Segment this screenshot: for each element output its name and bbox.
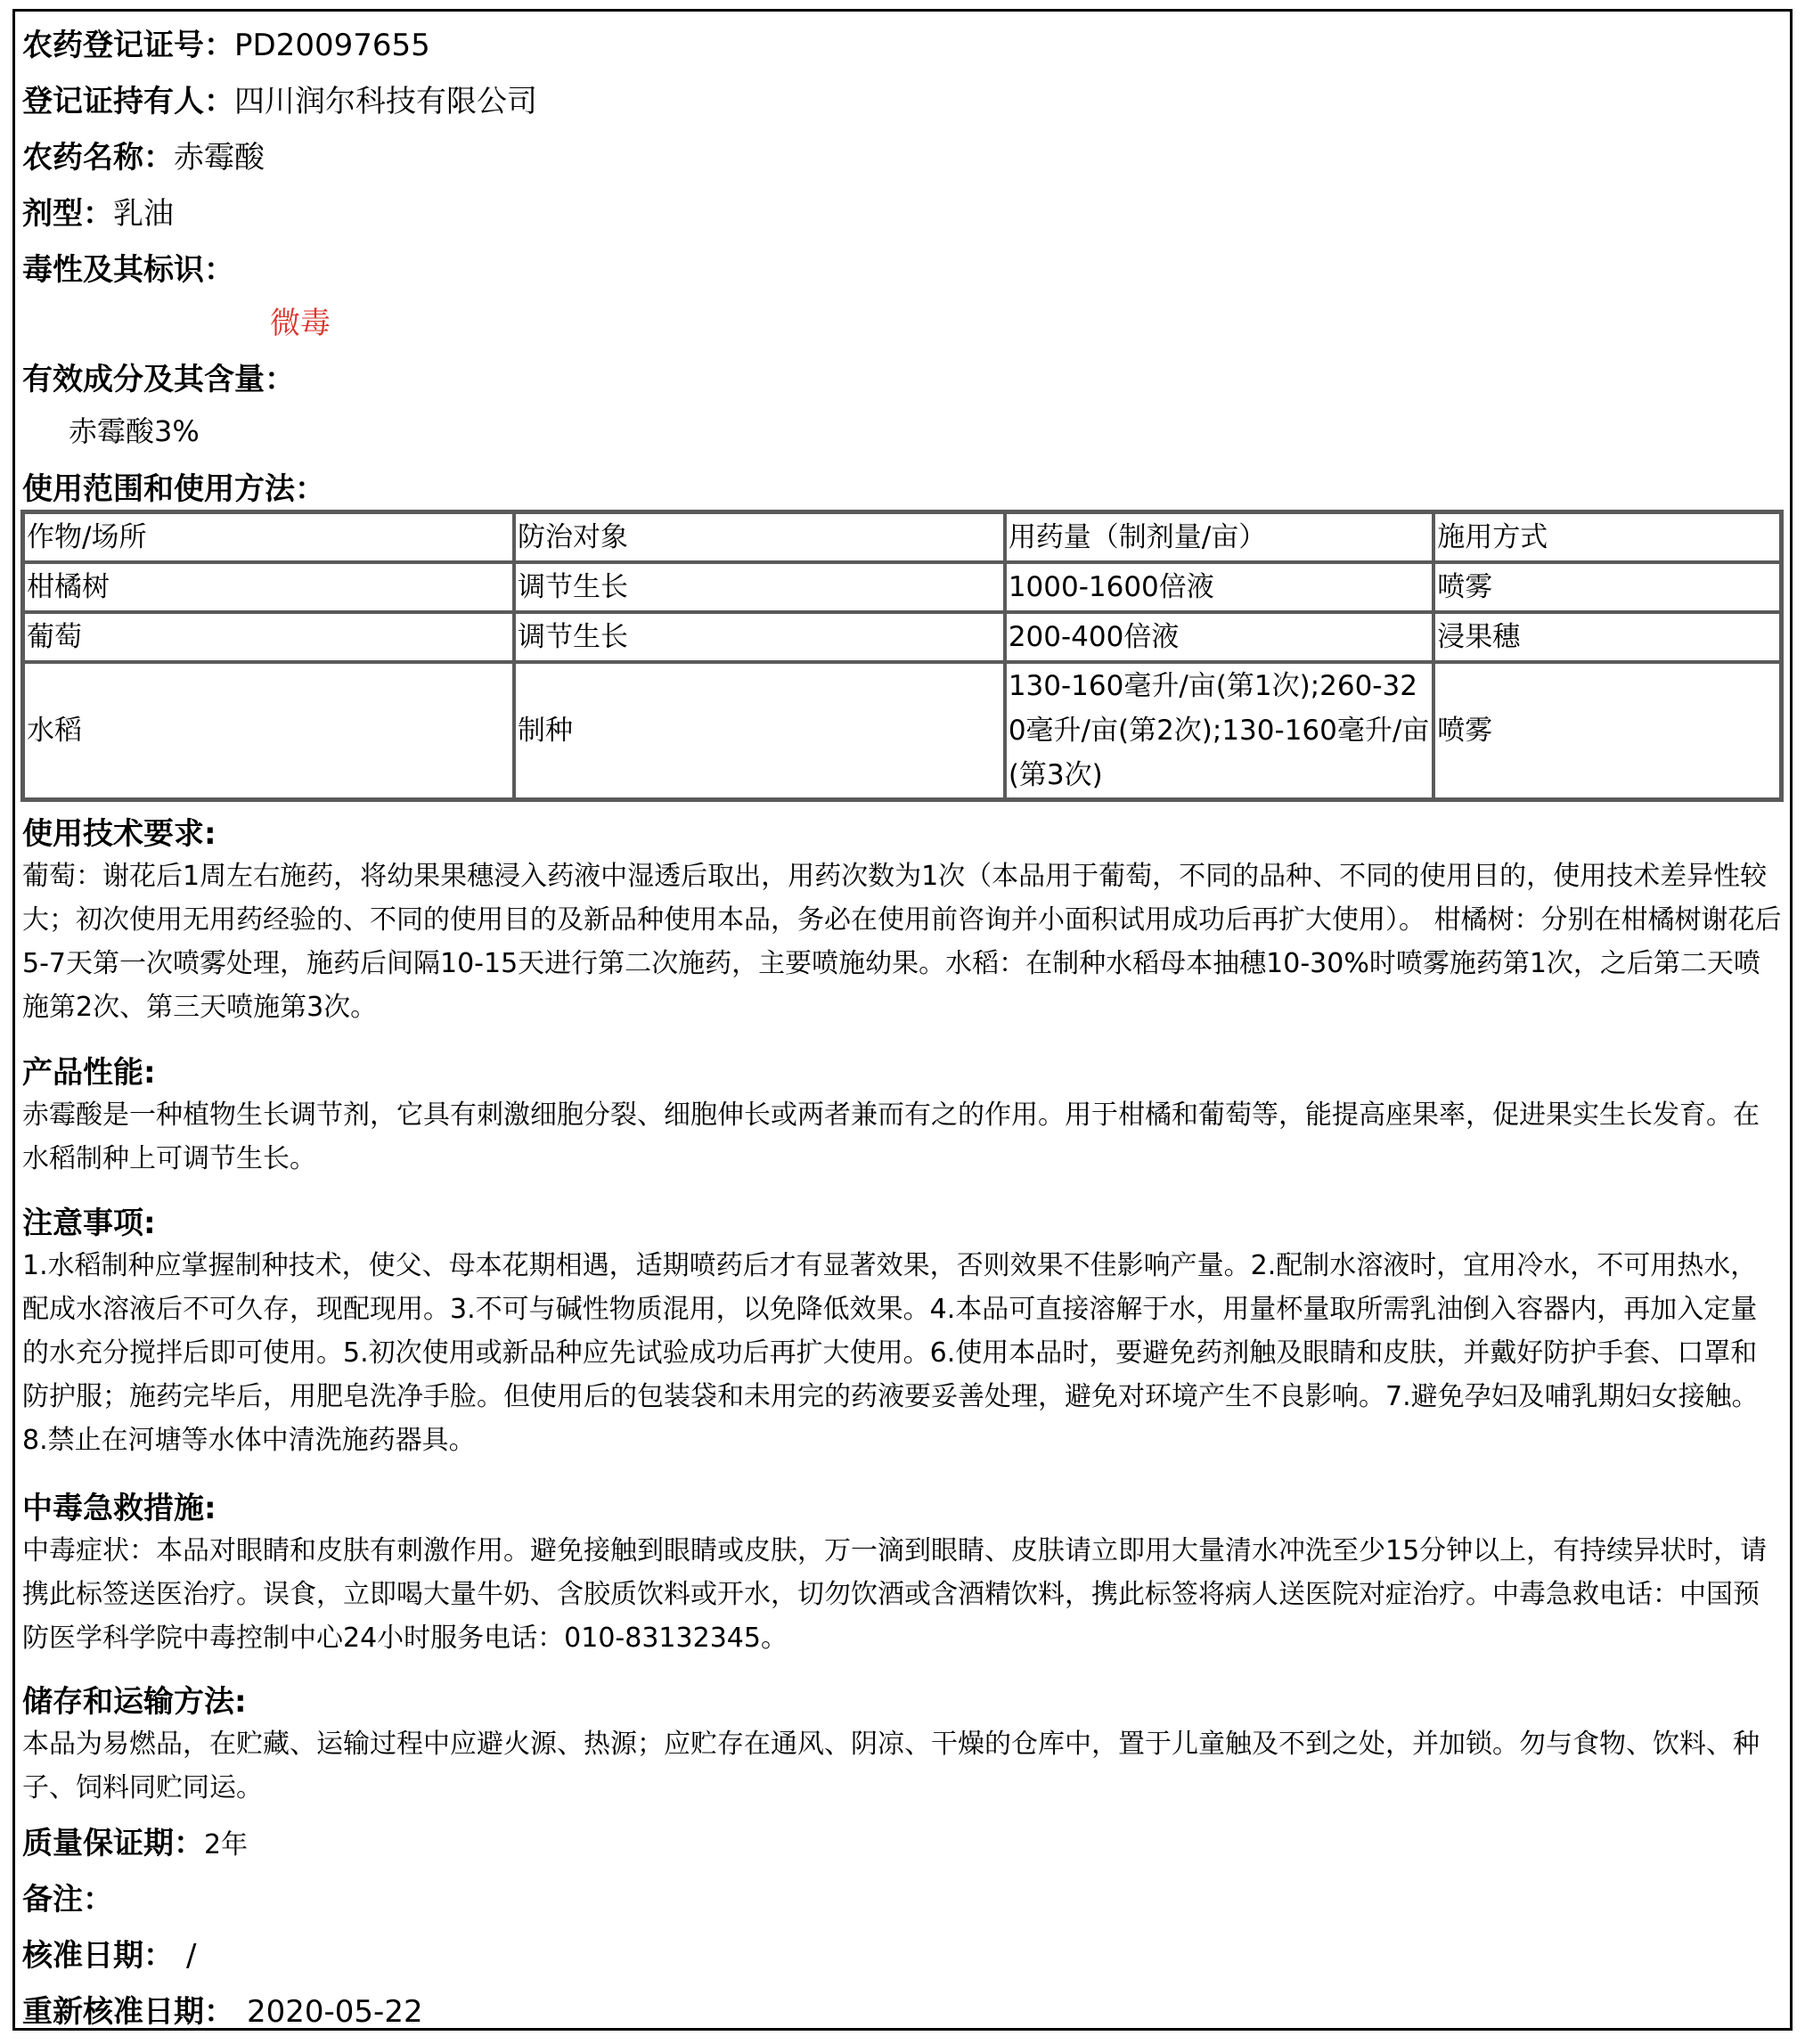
storage-body: 本品为易燃品，在贮藏、运输过程中应避火源、热源；应贮存在通风、阴凉、干燥的仓库中，置于儿童触及不到之处，并加锁。勿与食物、饮料、种子、饲料同贮同运。 [22,1729,1760,1803]
name-value: 赤霉酸 [174,140,265,176]
name-field [22,133,265,176]
table-cell: 130-160毫升/亩(第1次);260-320毫升/亩(第2次);130-160毫升/亩(第3次) [1005,662,1433,799]
table-cell: 喷雾 [1433,562,1781,612]
holder-field [22,77,537,120]
header-cell: 用药量（制剂量/亩） [1005,512,1433,562]
formulation-value: 乳油 [113,196,174,232]
reg-no-value: PD20097655 [234,28,430,63]
first-aid-title: 中毒急救措施: [22,1491,216,1526]
toxicity-label: 毒性及其标识： [22,252,234,288]
scope-label: 使用范围和使用方法： [22,471,325,507]
toxicity-value: 微毒 [270,306,331,341]
usage-table [20,510,1784,802]
first-aid-body: 中毒症状：本品对眼睛和皮肤有刺激作用。避免接触到眼睛或皮肤，万一滴到眼睛、皮肤请立即用大量清水冲洗至少15分钟以上，有持续异状时，请携此标签送医治疗。误食，立即喝大量牛奶、含胶质饮料或开水，切勿饮酒或含酒精饮料，携此标签将病人送医院对症治疗。中毒急救电话：中国预防医学科学院中毒控制中心24小时服务电话：010-83132345。 [22,1535,1768,1654]
notes-title: 注意事项: [22,1206,156,1241]
table-row [23,662,1781,799]
header-cell: 施用方式 [1433,512,1781,562]
reg-no-field [22,20,430,64]
approval-date-label: 核准日期： [22,1938,174,1974]
reapproval-date-label: 重新核准日期： [22,1994,234,2030]
performance-title: 产品性能: [22,1055,156,1091]
ingredient-value: 赤霉酸3% [69,414,200,448]
header-cell: 防治对象 [514,512,1005,562]
table-header-row [23,512,1781,562]
table-cell: 调节生长 [514,612,1005,662]
name-label: 农药名称： [22,140,174,176]
table-cell: 葡萄 [23,612,514,662]
table-cell: 制种 [514,662,1005,799]
table-cell: 喷雾 [1433,662,1781,799]
table-cell: 柑橘树 [23,562,514,612]
header-cell: 作物/场所 [23,512,514,562]
table-cell: 1000-1600倍液 [1005,562,1433,612]
reg-no-label: 农药登记证号： [22,28,234,63]
notes-body: 1.水稻制种应掌握制种技术，使父、母本花期相遇，适期喷药后才有显著效果，否则效果不佳影响产量。2.配制水溶液时，宜用冷水，不可用热水，配成水溶液后不可久存，现配现用。3.不可与碱性物质混用，以免降低效果。4.本品可直接溶解于水，用量杯量取所需乳油倒入容器内，再加入定量的水充分搅拌后即可使用。5.初次使用或新品种应先试验成功后再扩大使用。6.使用本品时，要避免药剂触及眼睛和皮肤，并戴好防护手套、口罩和防护服；施药完毕后，用肥皂洗净手脸。但使用后的包装袋和未用完的药液要妥善处理，避免对环境产生不良影响。7.避免孕妇及哺乳期妇女接触。8.禁止在河塘等水体中清洗施药器具。 [22,1250,1759,1456]
tech-body: 葡萄：谢花后1周左右施药，将幼果果穗浸入药液中湿透后取出，用药次数为1次（本品用于葡萄，不同的品种、不同的使用目的，使用技术差异性较大；初次使用无用药经验的、不同的使用目的及新品种使用本品，务必在使用前咨询并小面积试用成功后再扩大使用）。 柑橘树：分别在柑橘树谢花后5-7天第一次喷雾处理，施药后间隔10-15天进行第二次施药，主要喷施幼果。水稻：在制种水稻母本抽穗10-30%时喷雾施药第1次，之后第二天喷施第2次、第三天喷施第3次。 [22,861,1782,1023]
shelf-life-field [22,1819,248,1862]
formulation-field [22,189,174,233]
pesticide-registration-document [12,9,1793,2031]
table-cell: 浸果穗 [1433,612,1781,662]
approval-date-field [22,1931,196,1975]
table-cell: 水稻 [23,662,514,799]
reapproval-date-field [22,1987,423,2031]
table-cell: 200-400倍液 [1005,612,1433,662]
table-row [23,612,1781,662]
shelf-life-label: 质量保证期： [22,1826,204,1861]
ingredient-label: 有效成分及其含量： [22,362,295,397]
reapproval-date-value: 2020-05-22 [247,1994,423,2030]
performance-body: 赤霉酸是一种植物生长调节剂，它具有刺激细胞分裂、细胞伸长或两者兼而有之的作用。用于柑橘和葡萄等，能提高座果率，促进果实生长发育。在水稻制种上可调节生长。 [22,1100,1760,1174]
shelf-life-value: 2年 [204,1829,249,1860]
remarks-label: 备注： [22,1882,113,1917]
holder-value: 四川润尔科技有限公司 [234,84,537,119]
storage-title: 储存和运输方法: [22,1684,247,1720]
table-row [23,562,1781,612]
table-cell: 调节生长 [514,562,1005,612]
approval-date-value: / [186,1938,197,1974]
holder-label: 登记证持有人： [22,84,234,119]
formulation-label: 剂型： [22,196,113,232]
tech-title: 使用技术要求: [22,816,216,852]
